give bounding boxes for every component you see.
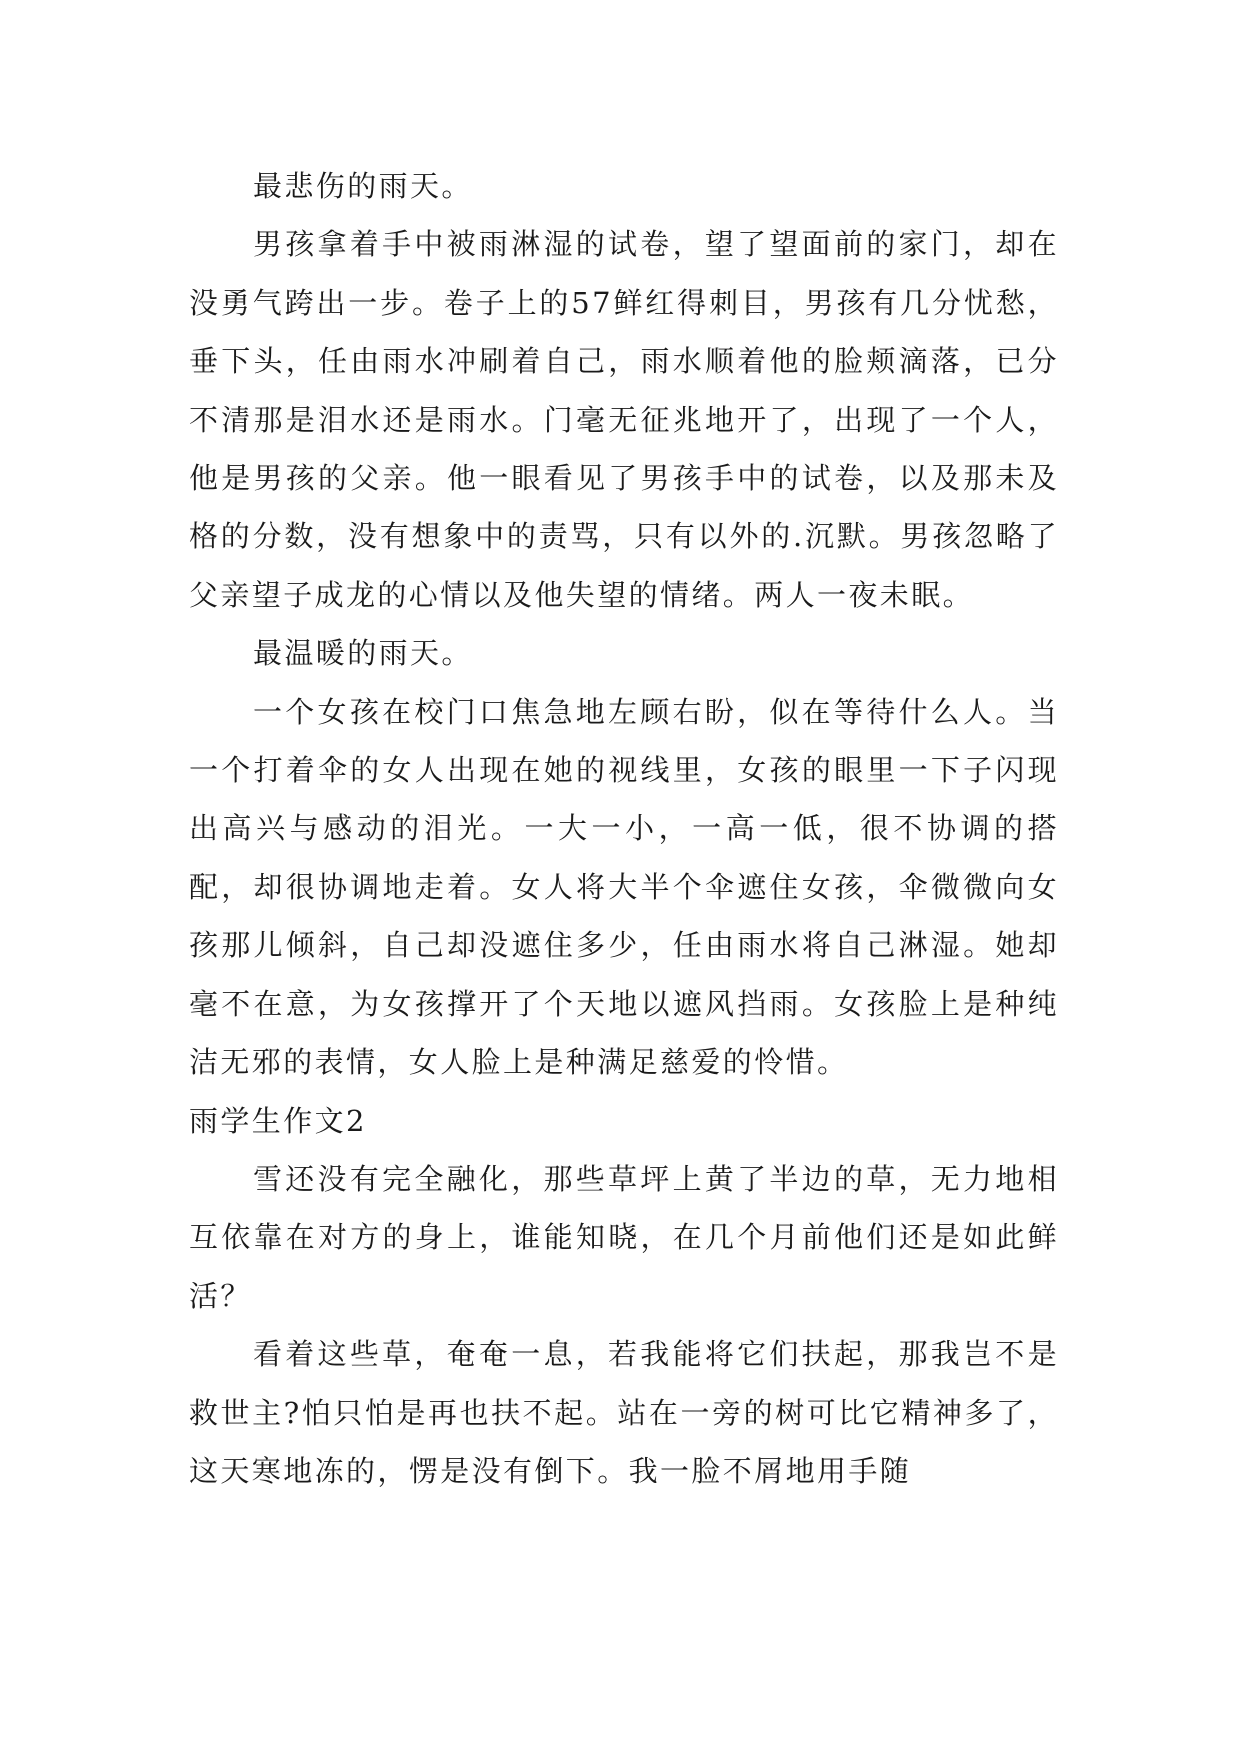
paragraph-watching-grass: 看着这些草，奄奄一息，若我能将它们扶起，那我岂不是救世主?怕只怕是再也扶不起。站在一旁的树可比它精神多了，这天寒地冻的，愣是没有倒下。我一脸不屑地用手随 bbox=[189, 1337, 1059, 1488]
paragraph-girl-and-umbrella: 一个女孩在校门口焦急地左顾右盼，似在等待什么人。当一个打着伞的女人出现在她的视线里，女孩的眼里一下子闪现出高兴与感动的泪光。一大一小，一高一低，很不协调的搭配，却很协调地走着。女人将大半个伞遮住女孩，伞微微向女孩那儿倾斜，自己却没遮住多少，任由雨水将自己淋湿。她却毫不在意，为女孩撑开了个天地以遮风挡雨。女孩脸上是种纯洁无邪的表情，女人脸上是种满足慈爱的怜惜。 bbox=[189, 694, 1059, 1080]
section-heading-warmest-rainy-day: 最温暖的雨天。 bbox=[253, 636, 473, 671]
essay-title-2: 雨学生作文2 bbox=[189, 1103, 367, 1138]
section-heading-saddest-rainy-day: 最悲伤的雨天。 bbox=[253, 169, 473, 203]
paragraph-boy-and-father: 男孩拿着手中被雨淋湿的试卷，望了望面前的家门，却在没勇气跨出一步。卷子上的57鲜红得刺目，男孩有几分忧愁，垂下头，任由雨水冲刷着自己，雨水顺着他的脸颊滴落，已分不清那是泪水还是雨水。门毫无征兆地开了，出现了一个人，他是男孩的父亲。他一眼看见了男孩手中的试卷，以及那未及格的分数，没有想象中的责骂，只有以外的.沉默。男孩忽略了父亲望子成龙的心情以及他失望的情绪。两人一夜未眠。 bbox=[189, 227, 1059, 612]
paragraph-melting-snow-grass: 雪还没有完全融化，那些草坪上黄了半边的草，无力地相互依靠在对方的身上，谁能知晓，在几个月前他们还是如此鲜活？ bbox=[189, 1161, 1059, 1313]
document-page bbox=[189, 157, 1059, 1500]
